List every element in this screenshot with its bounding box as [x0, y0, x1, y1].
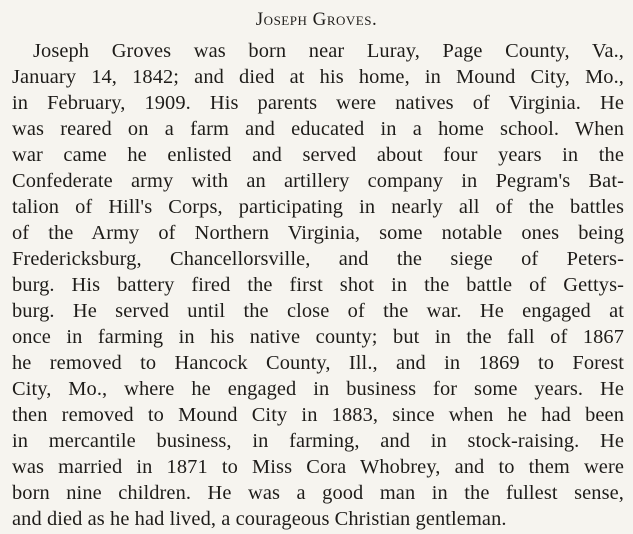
text-line: he removed to Hancock County, Ill., and in 1869 to Forest	[12, 352, 624, 374]
text-line: then removed to Mound City in 1883, since when he had been	[12, 404, 624, 426]
text-line: burg. His battery fired the first shot in the battle of Gettys-	[12, 274, 624, 296]
text-line: was married in 1871 to Miss Cora Whobrey, and to them were	[12, 456, 624, 478]
text-line: Fredericksburg, Chancellorsville, and the siege of Peters-	[12, 248, 624, 270]
text-line: burg. He served until the close of the war. He engaged at	[12, 300, 624, 322]
text-line: once in farming in his native county; but in the fall of 1867	[12, 326, 624, 348]
text-line: City, Mo., where he engaged in business for some years. He	[12, 378, 624, 400]
article-body	[12, 38, 624, 532]
text-line: of the Army of Northern Virginia, some notable ones being	[12, 222, 624, 244]
text-line: talion of Hill's Corps, participating in nearly all of the battles	[12, 196, 624, 218]
text-line: in February, 1909. His parents were natives of Virginia. He	[12, 92, 624, 114]
text-line: Joseph Groves was born near Luray, Page County, Va.,	[33, 40, 624, 62]
text-line: in mercantile business, in farming, and in stock-raising. He	[12, 430, 624, 452]
text-line: Confederate army with an artillery company in Pegram's Bat-	[12, 170, 624, 192]
text-line: war came he enlisted and served about four years in the	[12, 144, 624, 166]
text-line: January 14, 1842; and died at his home, in Mound City, Mo.,	[12, 66, 624, 88]
text-line: was reared on a farm and educated in a home school. When	[12, 118, 624, 140]
text-line: and died as he had lived, a courageous Christian gentleman.	[12, 508, 507, 530]
text-line: born nine children. He was a good man in the fullest sense,	[12, 482, 624, 504]
article-title: Joseph Groves.	[255, 9, 378, 30]
